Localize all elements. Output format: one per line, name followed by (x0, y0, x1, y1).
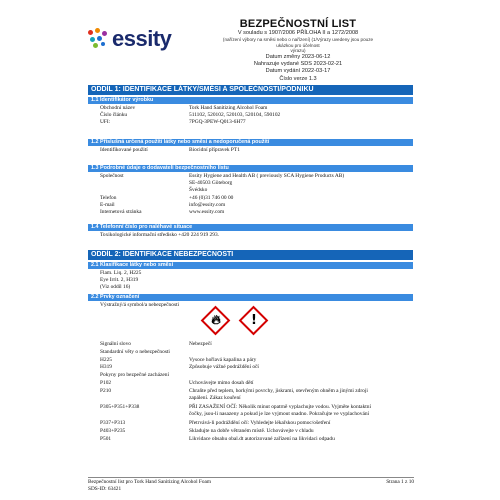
ufi-value: 7PGQ-3PEW-Q013-6H77 (189, 119, 246, 125)
precaution-code: P210 (100, 388, 112, 394)
footer-sds-id: SDS-ID: 63421 (88, 486, 122, 492)
supplier-country: Švédsko (189, 187, 208, 193)
footer-page-number: Strana 1 z 10 (386, 479, 414, 485)
pictogram-label: Výstražný/á symbol/a nebezpečnosti (100, 302, 180, 308)
exclamation-icon: ! (239, 306, 269, 336)
classification-flam: Flam. Liq. 2, H225 (100, 270, 142, 276)
hazard-code: H225 (100, 357, 112, 363)
revision-date: Datum změny 2023-06-12 (265, 53, 331, 60)
signal-word-label: Signální slovo (100, 341, 131, 347)
supplier-city: SE-40503 Göteborg (189, 180, 233, 186)
identified-use-label: Identifikované použití (100, 147, 148, 153)
replaces-date: Nahrazuje vydané SDS 2023-02-21 (253, 61, 343, 68)
hazard-text: Vysoce hořlavá kapalina a páry (189, 357, 257, 363)
subsection-1-4: 1.4 Telefonní číslo pro naléhavé situace (88, 224, 413, 231)
ufi-label: UFI: (100, 119, 111, 125)
precaution-text: Uchovávejte mimo dosah dětí (189, 380, 254, 386)
subsection-1-2: 1.2 Příslušná určená použití látky nebo směsi a nedoporučená použití (88, 139, 413, 146)
subsection-1-3: 1.3 Podrobné údaje o dodavateli bezpečnostního listu (88, 165, 413, 172)
precaution-text-cont: čočky, jsou-li nasazeny a pokud je lze vyjmout snadno. Pokračujte ve vyplachování (189, 411, 370, 417)
version-number: Číslo verze 1.3 (279, 75, 317, 82)
subsection-2-1: 2.1 Klasifikace látky nebo směsi (88, 262, 413, 269)
document-header (218, 18, 378, 83)
regulation-note: (nařízení výbory na směsi nebo o nařízení) (1/Výrazy uvedeny jsou pouze ukázkou pro účelnost (222, 37, 374, 48)
regulation-line: V souladu s 1907/2006 PŘÍLOHA II a 1272/2008 (237, 30, 359, 36)
article-number-value: 511102, 520102, 520103, 520104, 590102 (189, 112, 281, 118)
hazard-statements-header: Standardní věty o nebezpečnosti (100, 349, 170, 355)
trade-name-label: Obchodní název (100, 105, 136, 111)
precaution-text: Chraňte před teplem, horkými povrchy, jiskrami, otevřeným ohněm a jinými zdroji (189, 388, 368, 394)
section-2-heading: ODDÍL 2: IDENTIFIKACE NEBEZPEČNOSTI (88, 250, 413, 260)
precaution-code: P305+P351+P338 (100, 404, 140, 410)
precaution-code: P403+P235 (100, 428, 126, 434)
email-value[interactable]: info@essity.com (189, 202, 226, 208)
phone-value: +46 (0)31 746 00 00 (189, 195, 234, 201)
precaution-text-cont: zapálení. Zákaz kouření (189, 395, 241, 401)
phone-label: Telefon (100, 195, 117, 201)
classification-eye: Eye Irrit. 2, H319 (100, 277, 139, 283)
hazard-text: Způsobuje vážné podráždění očí (189, 364, 259, 370)
email-label: E-mail (100, 202, 115, 208)
subsection-1-1: 1.1 Identifikátor výrobku (88, 97, 413, 104)
precaution-code: P501 (100, 436, 112, 442)
footer-divider (88, 477, 414, 478)
hazard-code: H319 (100, 364, 112, 370)
footer-product: Bezpečnostní list pro Tork Hand Sanitizing Alcohol Foam (88, 479, 211, 485)
essity-logo (88, 26, 208, 52)
article-number-label: Číslo článku (100, 112, 128, 118)
identified-use-value: Biocidní přípravek PT1 (189, 147, 240, 153)
emergency-phone: Toxikologické informační středisko +420 224 919 293. (100, 232, 219, 238)
issue-date: Datum vydání 2022-03-17 (265, 68, 331, 75)
trade-name-value: Tork Hand Sanitizing Alcohol Foam (189, 105, 268, 111)
website-value[interactable]: www.essity.com (189, 209, 225, 215)
supplier-name: Essity Hygiene and Health AB ( previously SCA Hygiene Products AB) (189, 173, 345, 179)
website-label: Internetová stránka (100, 209, 142, 215)
precaution-code: P102 (100, 380, 112, 386)
precautionary-header: Pokyny pro bezpečné zacházení (100, 372, 169, 378)
subsection-2-2: 2.2 Prvky označení (88, 294, 413, 301)
logo-dots-icon (88, 28, 108, 50)
precaution-code: P337+P313 (100, 420, 126, 426)
supplier-label: Společnost (100, 173, 124, 179)
precaution-text: PŘI ZASAŽENÍ OČÍ: Několik minut opatrně vyplachujte vodou. Vyjměte kontaktní (189, 404, 371, 410)
precaution-text: Likvidace obsahu obal.dt autorizované zařízení na likvidaci odpadu (189, 436, 335, 442)
section-1-heading: ODDÍL 1: IDENTIFIKACE LÁTKY/SMĚSI A SPOLEČNOSTI/PODNIKU (88, 85, 413, 95)
document-title: BEZPEČNOSTNÍ LIST (239, 18, 357, 30)
precaution-text: Skladujte na dobře větraném místě. Uchovávejte v chladu (189, 428, 314, 434)
precaution-text: Přetrvává-li podráždění očí: Vyhledejte lékařskou pomoc/ošetření (189, 420, 331, 426)
classification-see: (Viz oddíl 16) (100, 284, 131, 290)
signal-word-value: Nebezpečí (189, 341, 212, 347)
brand-name: essity (112, 26, 172, 51)
flame-icon: 🔥︎ (201, 306, 231, 336)
regulation-note-2: výrazu) (290, 48, 306, 54)
hazard-pictograms (201, 306, 275, 340)
